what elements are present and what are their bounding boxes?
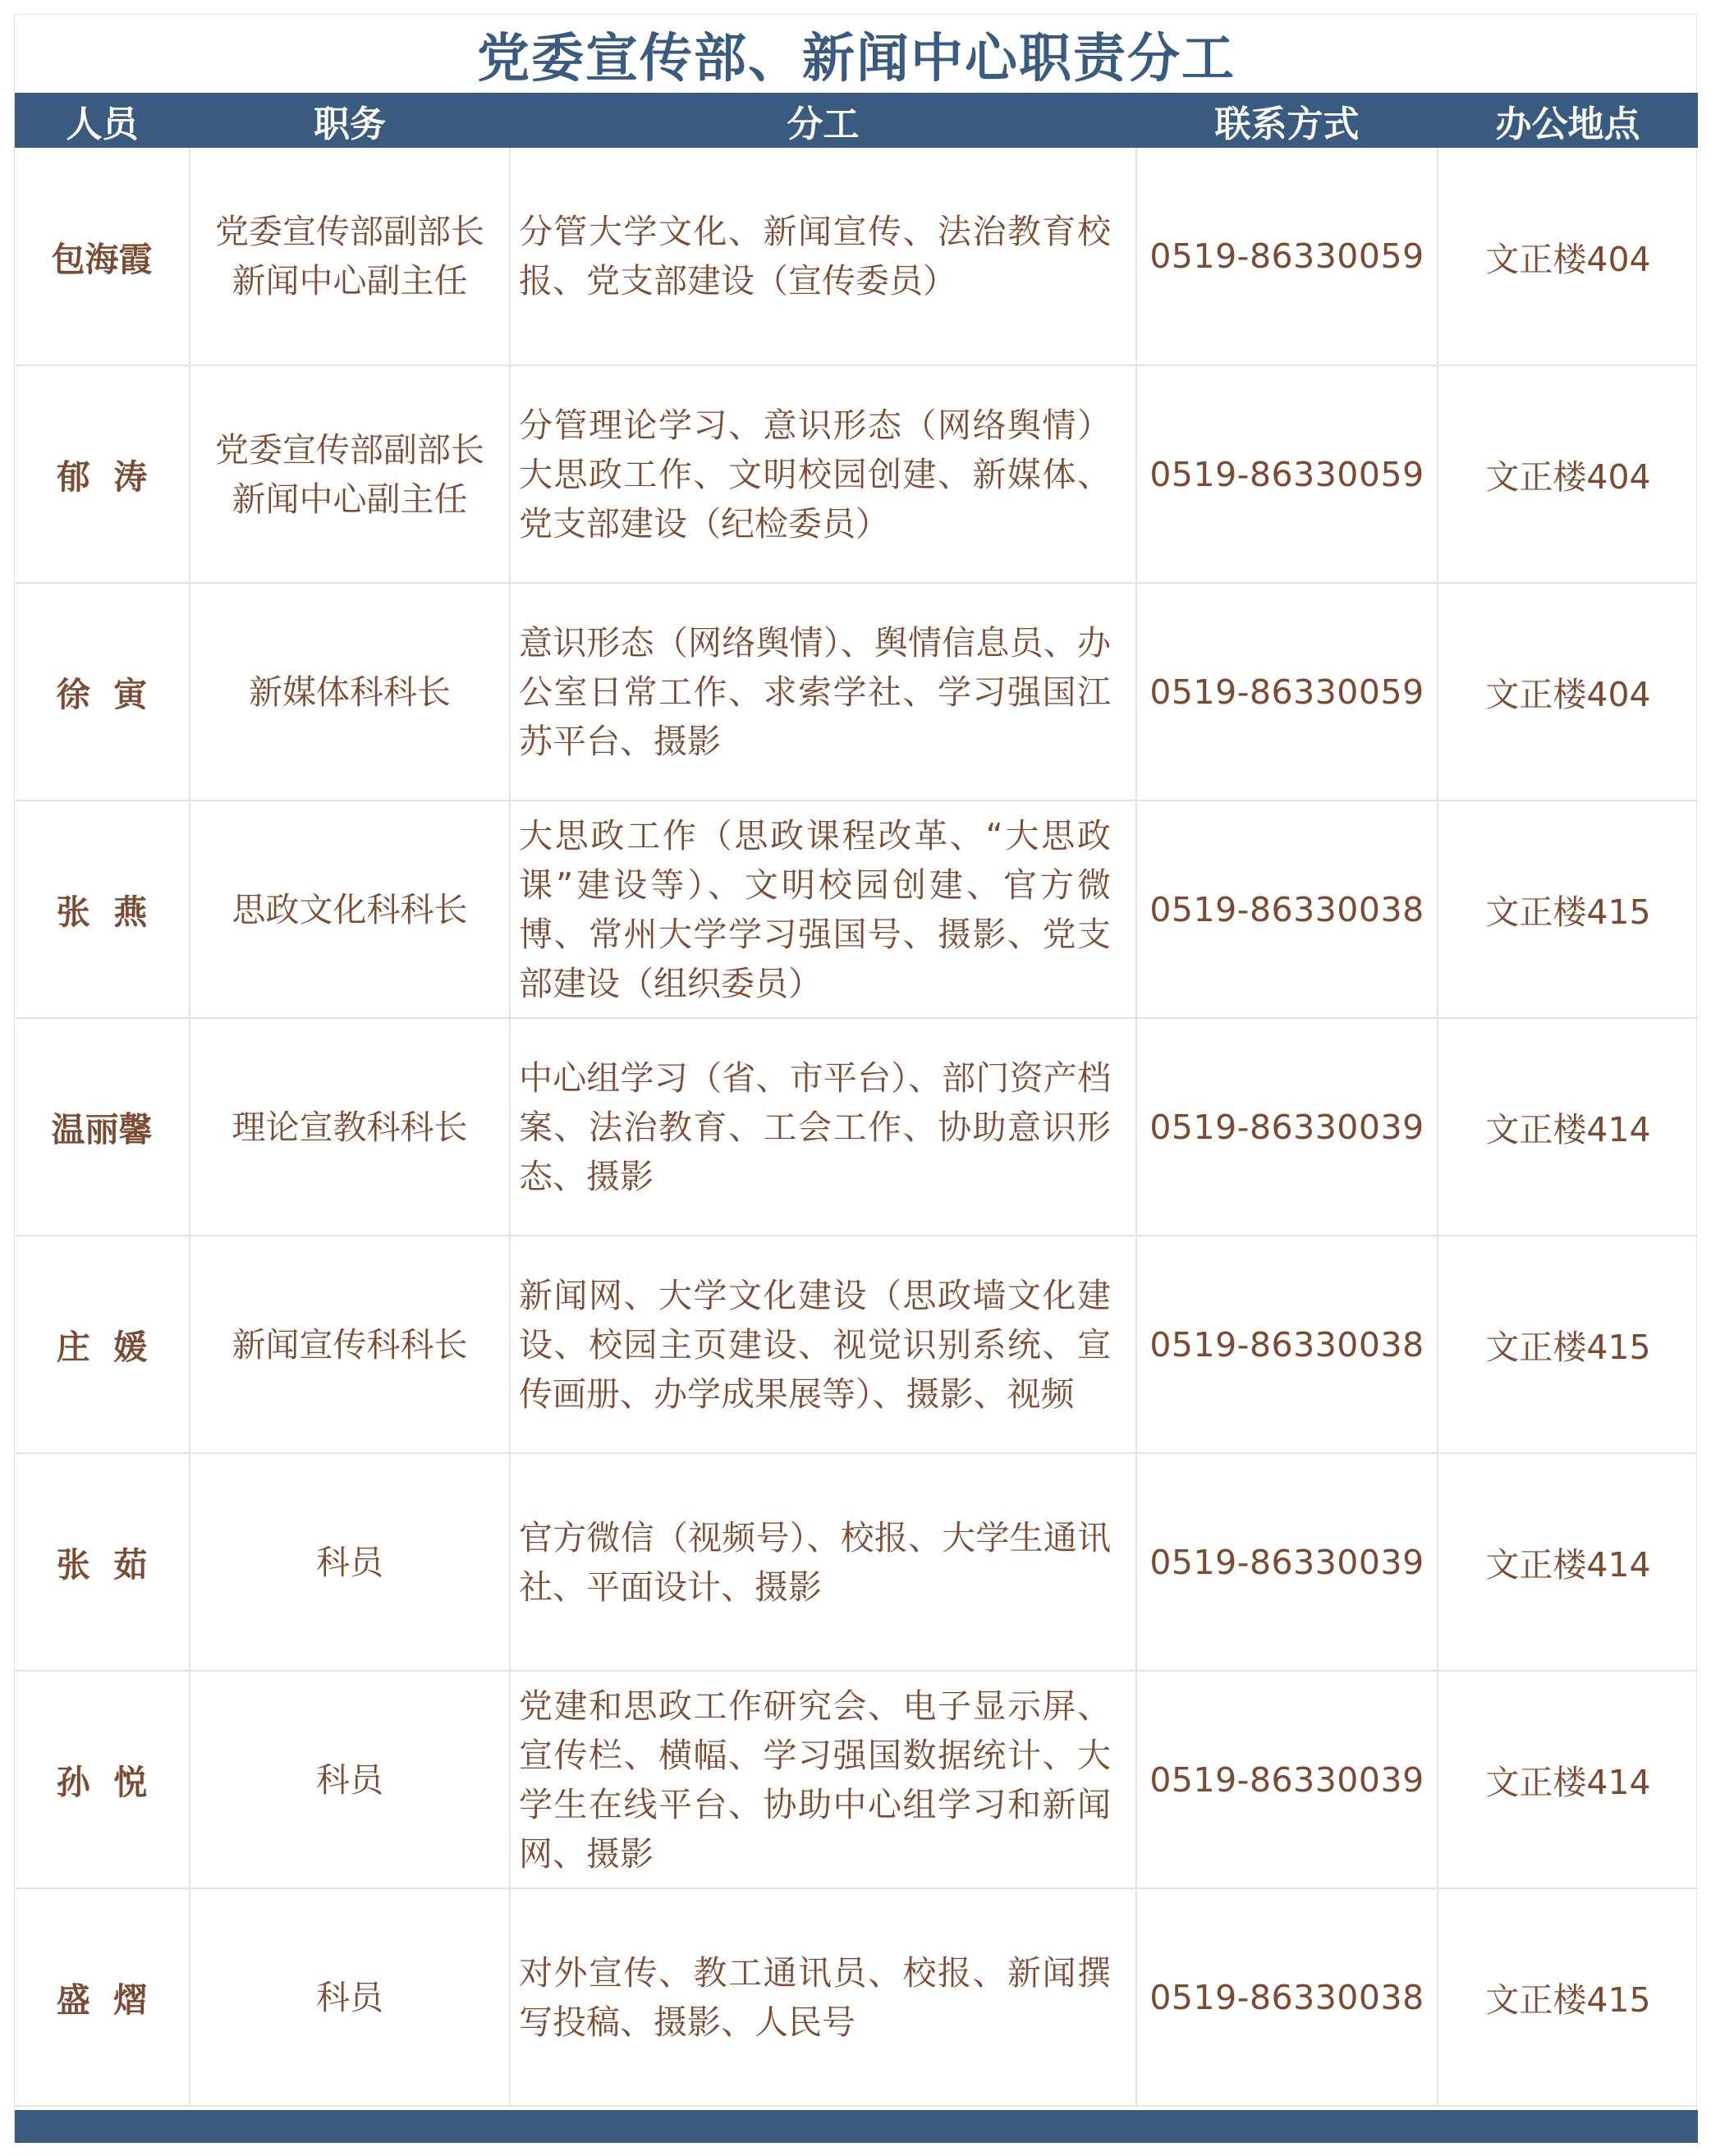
- table-body: [15, 148, 1698, 2106]
- person-phone: 0519-86330038: [1136, 800, 1438, 1018]
- person-phone: 0519-86330059: [1136, 148, 1438, 365]
- person-office: 文正楼404: [1438, 365, 1698, 583]
- person-post: 新闻宣传科科长: [190, 1236, 510, 1453]
- person-duties: 官方微信（视频号）、校报、大学生通讯社、平面设计、摄影: [510, 1453, 1136, 1671]
- person-phone: 0519-86330059: [1136, 365, 1438, 583]
- footer-bar: [15, 2110, 1698, 2143]
- person-office: 文正楼404: [1438, 583, 1698, 800]
- table-row: [15, 1018, 1698, 1236]
- table-row: [15, 583, 1698, 800]
- person-post: 党委宣传部副部长 新闻中心副主任: [190, 365, 510, 583]
- person-office: 文正楼415: [1438, 800, 1698, 1018]
- person-office: 文正楼414: [1438, 1671, 1698, 1888]
- person-phone: 0519-86330038: [1136, 1236, 1438, 1453]
- person-name: 温丽馨: [15, 1018, 190, 1236]
- person-name: 郁 涛: [15, 365, 190, 583]
- person-post: 科员: [190, 1888, 510, 2106]
- person-duties: 大思政工作（思政课程改革、“大思政课”建设等）、文明校园创建、官方微博、常州大学学习强国号、摄影、党支部建设（组织委员）: [510, 800, 1136, 1018]
- person-post: 科员: [190, 1671, 510, 1888]
- table-row: [15, 1888, 1698, 2106]
- table-row: [15, 1236, 1698, 1453]
- person-duties: 新闻网、大学文化建设（思政墙文化建设、校园主页建设、视觉识别系统、宣传画册、办学成果展等）、摄影、视频: [510, 1236, 1136, 1453]
- person-post: 思政文化科科长: [190, 800, 510, 1018]
- duty-sheet: [14, 14, 1697, 2142]
- column-header-post: 职务: [190, 93, 510, 148]
- person-office: 文正楼404: [1438, 148, 1698, 365]
- person-name: 徐 寅: [15, 583, 190, 800]
- person-post: 科员: [190, 1453, 510, 1671]
- person-duties: 分管大学文化、新闻宣传、法治教育校报、党支部建设（宣传委员）: [510, 148, 1136, 365]
- person-duties: 分管理论学习、意识形态（网络舆情）大思政工作、文明校园创建、新媒体、党支部建设（纪检委员）: [510, 365, 1136, 583]
- table-row: [15, 800, 1698, 1018]
- person-phone: 0519-86330039: [1136, 1671, 1438, 1888]
- person-name: 庄 媛: [15, 1236, 190, 1453]
- person-name: 张 茹: [15, 1453, 190, 1671]
- person-office: 文正楼415: [1438, 1888, 1698, 2106]
- table-header: [15, 93, 1698, 148]
- person-duties: 意识形态（网络舆情）、舆情信息员、办公室日常工作、求索学社、学习强国江苏平台、摄影: [510, 583, 1136, 800]
- column-header-duties: 分工: [510, 93, 1136, 148]
- person-phone: 0519-86330039: [1136, 1453, 1438, 1671]
- table-row: [15, 365, 1698, 583]
- person-office: 文正楼414: [1438, 1453, 1698, 1671]
- person-post: 理论宣教科科长: [190, 1018, 510, 1236]
- person-duties: 中心组学习（省、市平台）、部门资产档案、法治教育、工会工作、协助意识形态、摄影: [510, 1018, 1136, 1236]
- table-row: [15, 1453, 1698, 1671]
- person-phone: 0519-86330038: [1136, 1888, 1438, 2106]
- person-name: 张 燕: [15, 800, 190, 1018]
- person-name: 包海霞: [15, 148, 190, 365]
- table-row: [15, 148, 1698, 365]
- column-header-person: 人员: [15, 93, 190, 148]
- person-office: 文正楼414: [1438, 1018, 1698, 1236]
- person-duties: 对外宣传、教工通讯员、校报、新闻撰写投稿、摄影、人民号: [510, 1888, 1136, 2106]
- person-post: 党委宣传部副部长 新闻中心副主任: [190, 148, 510, 365]
- page-title: 党委宣传部、新闻中心职责分工: [477, 28, 1236, 89]
- person-phone: 0519-86330059: [1136, 583, 1438, 800]
- person-phone: 0519-86330039: [1136, 1018, 1438, 1236]
- person-post: 新媒体科科长: [190, 583, 510, 800]
- table-row: [15, 1671, 1698, 1888]
- duty-table: [15, 93, 1698, 2107]
- column-header-contact: 联系方式: [1136, 93, 1438, 148]
- person-duties: 党建和思政工作研究会、电子显示屏、宣传栏、横幅、学习强国数据统计、大学生在线平台、协助中心组学习和新闻网、摄影: [510, 1671, 1136, 1888]
- person-office: 文正楼415: [1438, 1236, 1698, 1453]
- header-row: [15, 93, 1698, 148]
- person-name: 盛 熠: [15, 1888, 190, 2106]
- column-header-office: 办公地点: [1438, 93, 1698, 148]
- person-name: 孙 悦: [15, 1671, 190, 1888]
